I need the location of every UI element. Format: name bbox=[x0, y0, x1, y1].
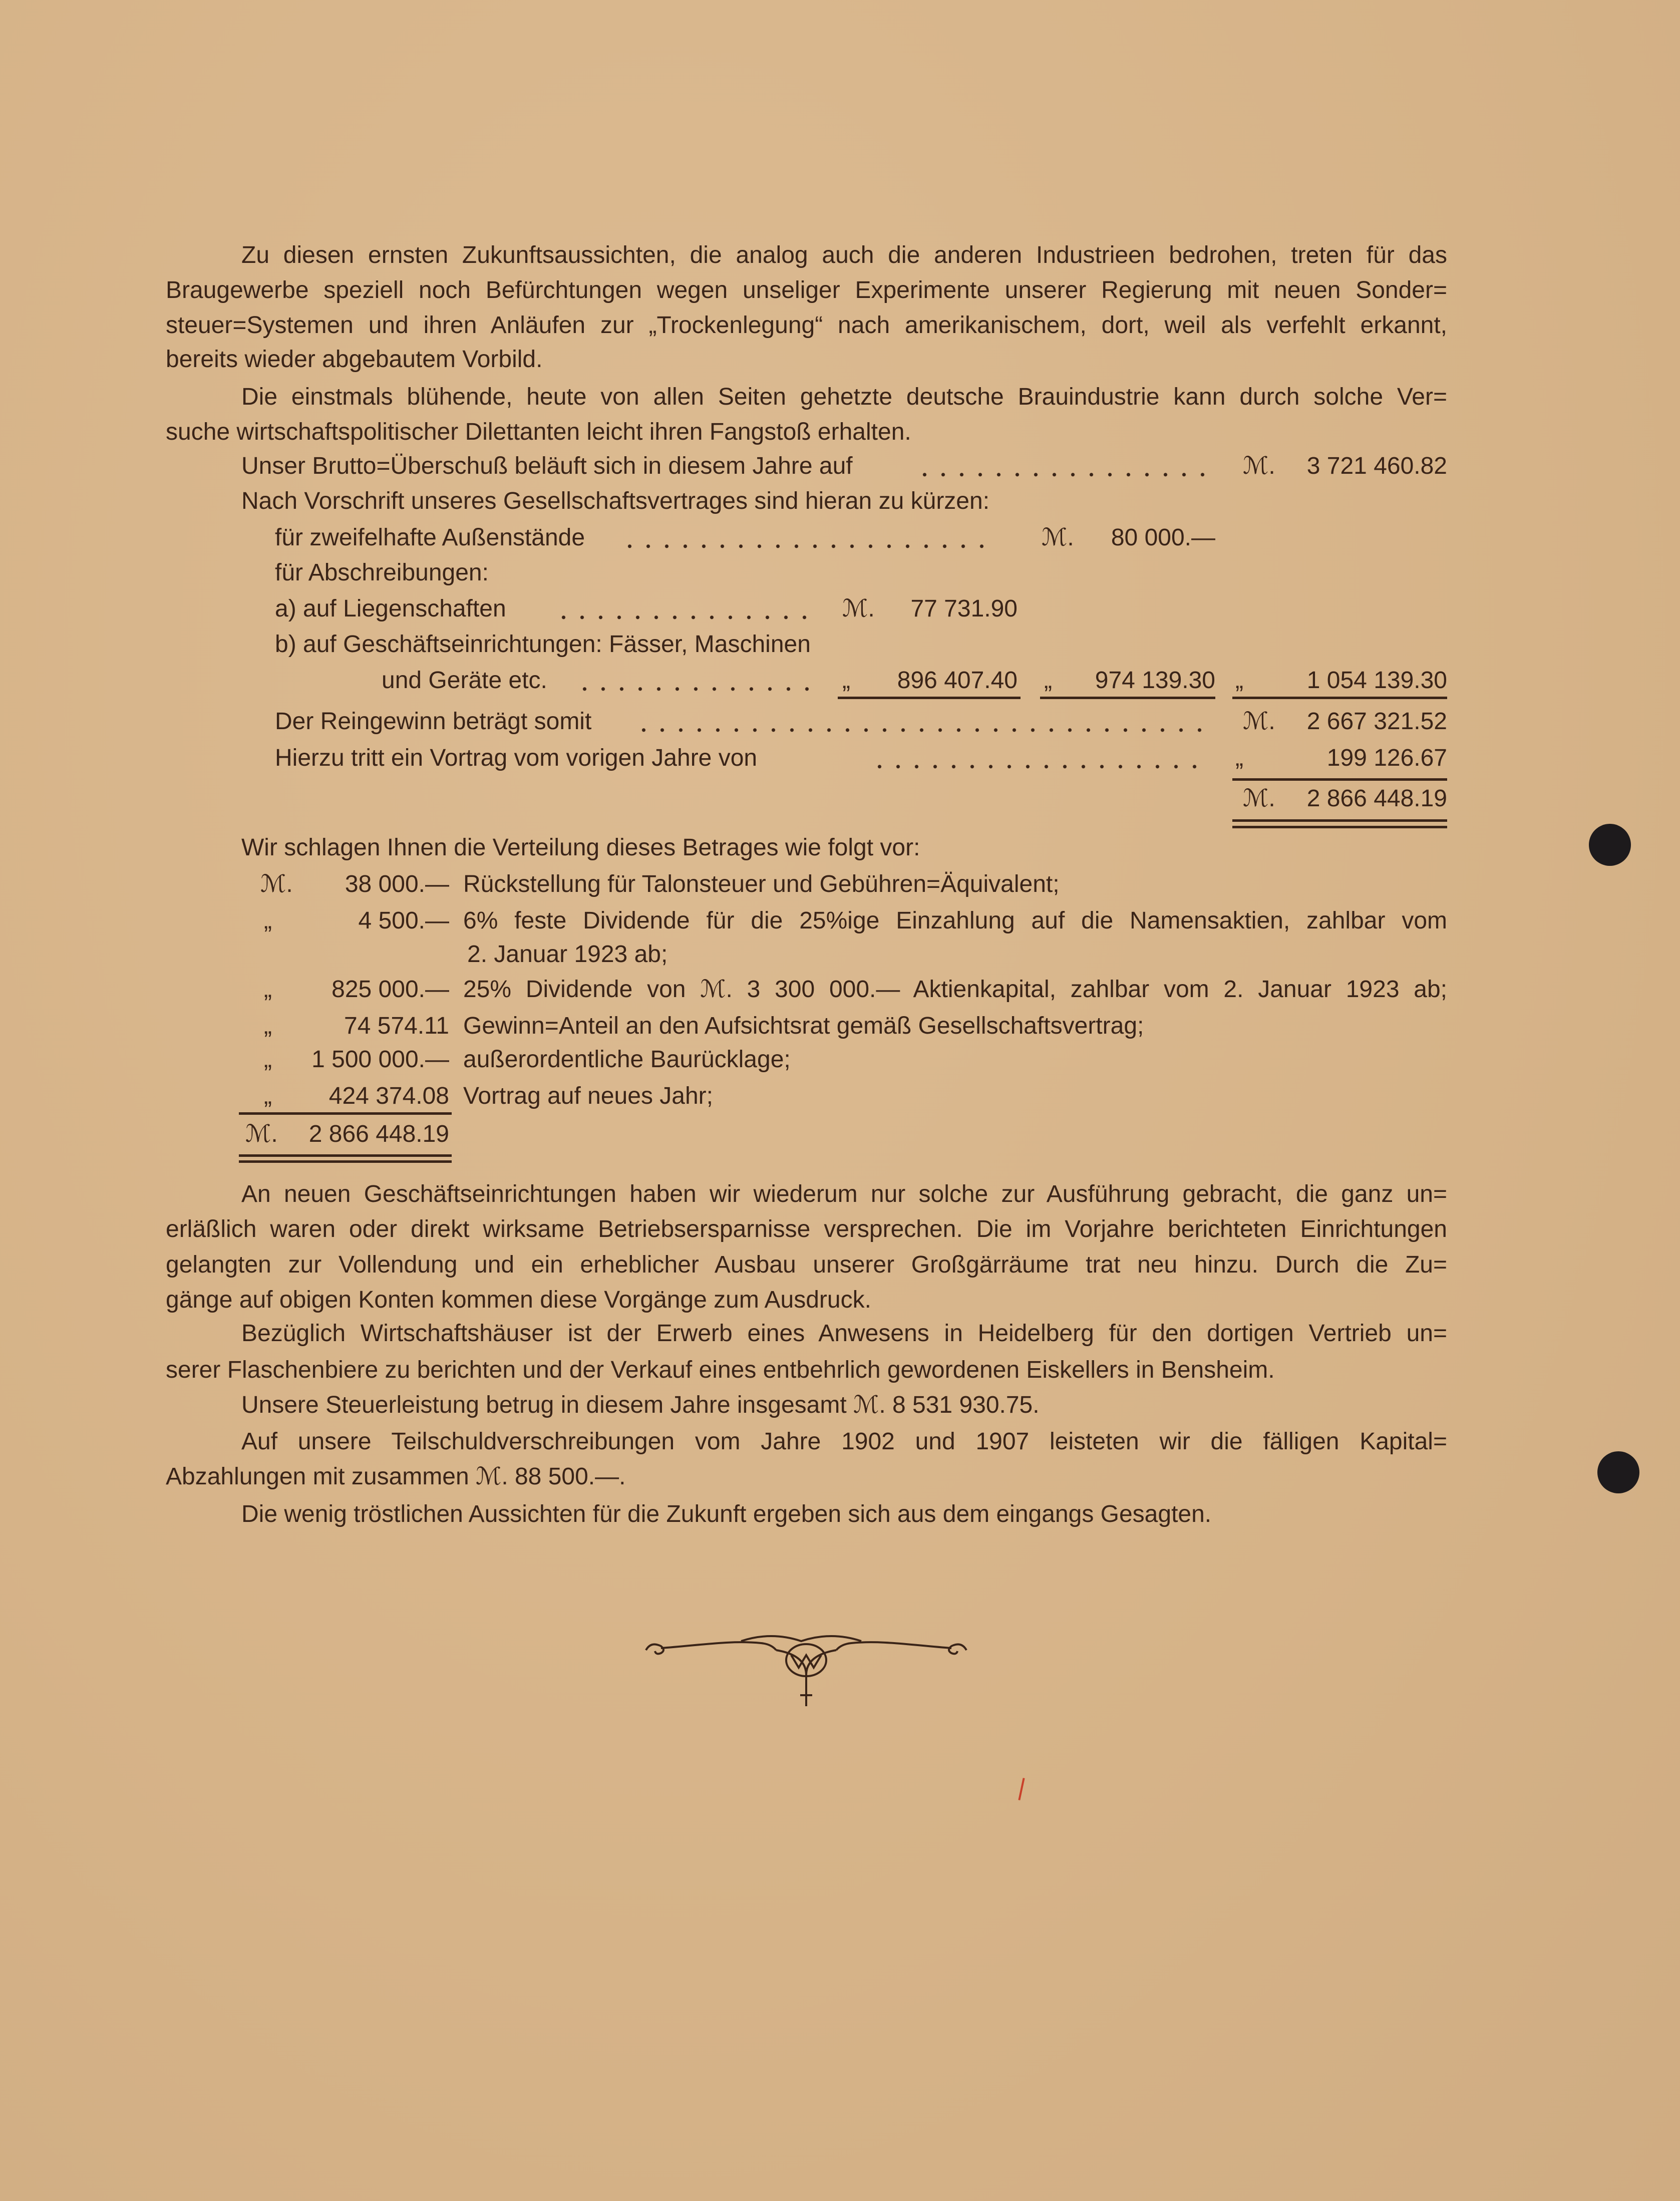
ditto-mark: „ bbox=[264, 907, 272, 934]
mark-sign: ℳ. bbox=[1243, 785, 1275, 812]
total-value: 2 866 448.19 bbox=[1306, 785, 1447, 812]
underline bbox=[838, 697, 1021, 699]
distribution-text: 25% Dividende von ℳ. 3 300 000.— Aktienkapital, zahlbar vom 2. Januar 1923 ab; bbox=[463, 976, 1447, 1003]
underline bbox=[1232, 778, 1447, 781]
brutto-value: 3 721 460.82 bbox=[1306, 453, 1447, 479]
doubtful-value: 80 000.— bbox=[1111, 524, 1215, 551]
mark-sign: ℳ. bbox=[842, 595, 875, 622]
double-underline bbox=[239, 1160, 452, 1163]
ornament-icon bbox=[641, 1630, 971, 1730]
text-line: Abzahlungen mit zusammen ℳ. 88 500.—. bbox=[166, 1463, 626, 1490]
dot-leader bbox=[915, 451, 1212, 481]
real-estate-value: 77 731.90 bbox=[910, 595, 1018, 622]
carry-forward-label: Hierzu tritt ein Vortrag vom vorigen Jahre von bbox=[275, 745, 758, 771]
distribution-text: Rückstellung für Talonsteuer und Gebühren=Äquivalent; bbox=[463, 871, 1060, 897]
text-line: gänge auf obigen Konten kommen diese Vorgänge zum Ausdruck. bbox=[166, 1287, 871, 1313]
mark-sign: ℳ. bbox=[1042, 524, 1074, 551]
distribution-amount: 825 000.— bbox=[331, 976, 449, 1003]
depreciation-total: 974 139.30 bbox=[1095, 667, 1215, 694]
punch-hole bbox=[1589, 824, 1631, 866]
distribution-amount: 38 000.— bbox=[345, 871, 449, 897]
dot-leader bbox=[870, 743, 1211, 773]
equipment-value: 896 407.40 bbox=[897, 667, 1018, 694]
distribution-text: Vortrag auf neues Jahr; bbox=[463, 1083, 713, 1109]
text-line: bereits wieder abgebautem Vorbild. bbox=[166, 346, 543, 373]
distribution-text: 6% feste Dividende für die 25%ige Einzahlung auf die Namensaktien, zahlbar vom bbox=[463, 907, 1447, 934]
distribution-text: außerordentliche Baurücklage; bbox=[463, 1046, 791, 1073]
text-line: suche wirtschaftspolitischer Dilettanten leicht ihren Fangstoß erhalten. bbox=[166, 419, 911, 445]
distribution-amount: 1 500 000.— bbox=[311, 1046, 449, 1073]
underline bbox=[239, 1112, 452, 1115]
dot-leader bbox=[554, 594, 817, 624]
ditto-mark: „ bbox=[1235, 745, 1243, 771]
deductions-total: 1 054 139.30 bbox=[1306, 667, 1447, 694]
dot-leader bbox=[634, 707, 1210, 737]
double-underline bbox=[1232, 826, 1447, 828]
ditto-mark: „ bbox=[264, 1046, 272, 1073]
closing-paragraph-5: Die wenig tröstlichen Aussichten für die Zukunft ergeben sich aus dem eingangs Gesagten. bbox=[241, 1501, 1212, 1527]
double-underline bbox=[1232, 819, 1447, 822]
mark-sign: ℳ. bbox=[245, 1121, 278, 1147]
distribution-amount: 4 500.— bbox=[358, 907, 449, 934]
text-line: An neuen Geschäftseinrichtungen haben wir wiederum nur solche zur Ausführung gebracht, die ganz un= bbox=[241, 1181, 1447, 1207]
ditto-mark: „ bbox=[264, 1083, 272, 1109]
closing-paragraph-3: Unsere Steuerleistung betrug in diesem Jahre insgesamt ℳ. 8 531 930.75. bbox=[241, 1392, 1040, 1418]
net-profit-value: 2 667 321.52 bbox=[1306, 708, 1447, 735]
distribution-total: 2 866 448.19 bbox=[308, 1121, 449, 1147]
text-line: gelangten zur Vollendung und ein erheblicher Ausbau unserer Großgärräume trat neu hinzu. Durch die Zu= bbox=[166, 1251, 1447, 1278]
text-line: Die einstmals blühende, heute von allen Seiten gehetzte deutsche Brauindustrie kann durch solche Ver= bbox=[241, 384, 1447, 410]
equipment-label-2: und Geräte etc. bbox=[382, 667, 547, 694]
net-profit-label: Der Reingewinn beträgt somit bbox=[275, 708, 592, 735]
punch-hole bbox=[1597, 1451, 1639, 1493]
text-line: Braugewerbe speziell noch Befürchtungen wegen unseliger Experimente unserer Regierung mit neuen Sonder= bbox=[166, 277, 1447, 303]
carry-forward-value: 199 126.67 bbox=[1326, 745, 1447, 771]
equipment-label-1: b) auf Geschäftseinrichtungen: Fässer, Maschinen bbox=[275, 631, 811, 658]
text-line: Bezüglich Wirtschaftshäuser ist der Erwerb eines Anwesens in Heidelberg für den dortigen Vertrieb un= bbox=[241, 1320, 1447, 1347]
mark-sign: ℳ. bbox=[260, 871, 293, 897]
distribution-text-continued: 2. Januar 1923 ab; bbox=[467, 941, 668, 968]
text-line: steuer=Systemen und ihren Anläufen zur „Trockenlegung“ nach amerikanischem, dort, weil als verfehlt erkannt, bbox=[166, 312, 1447, 339]
doubtful-label: für zweifelhafte Außenstände bbox=[275, 524, 585, 551]
text-line: Auf unsere Teilschuldverschreibungen vom Jahre 1902 und 1907 leisteten wir die fälligen Kapital= bbox=[241, 1428, 1447, 1455]
ditto-mark: „ bbox=[1044, 667, 1052, 694]
distribution-text: Gewinn=Anteil an den Aufsichtsrat gemäß Gesellschaftsvertrag; bbox=[463, 1013, 1144, 1039]
ditto-mark: „ bbox=[264, 976, 272, 1003]
brutto-label: Unser Brutto=Überschuß beläuft sich in diesem Jahre auf bbox=[241, 453, 853, 479]
ditto-mark: „ bbox=[842, 667, 850, 694]
depreciation-label: für Abschreibungen: bbox=[275, 559, 489, 586]
mark-sign: ℳ. bbox=[1243, 453, 1275, 479]
underline bbox=[1232, 697, 1447, 699]
distribution-amount: 424 374.08 bbox=[328, 1083, 449, 1109]
text-line: erläßlich waren oder direkt wirksame Betriebsersparnisse versprechen. Die im Vorjahre berichteten Einrichtungen bbox=[166, 1216, 1447, 1242]
text-line: serer Flaschenbiere zu berichten und der Verkauf eines entbehrlich gewordenen Eiskellers in Bensheim. bbox=[166, 1357, 1275, 1383]
text-line: Zu diesen ernsten Zukunftsaussichten, die analog auch die anderen Industrieen bedrohen, treten für das bbox=[241, 242, 1447, 268]
double-underline bbox=[239, 1154, 452, 1157]
mark-sign: ℳ. bbox=[1243, 708, 1275, 735]
dot-leader bbox=[620, 523, 991, 553]
distribution-intro: Wir schlagen Ihnen die Verteilung dieses Betrages wie folgt vor: bbox=[241, 834, 920, 861]
deductions-label: Nach Vorschrift unseres Gesellschaftsvertrages sind hieran zu kürzen: bbox=[241, 488, 990, 514]
distribution-amount: 74 574.11 bbox=[344, 1013, 449, 1039]
underline bbox=[1040, 697, 1215, 699]
dot-leader bbox=[575, 666, 817, 696]
red-pencil-mark bbox=[1018, 1778, 1025, 1800]
real-estate-label: a) auf Liegenschaften bbox=[275, 595, 506, 622]
ditto-mark: „ bbox=[264, 1013, 272, 1039]
ditto-mark: „ bbox=[1235, 667, 1243, 694]
